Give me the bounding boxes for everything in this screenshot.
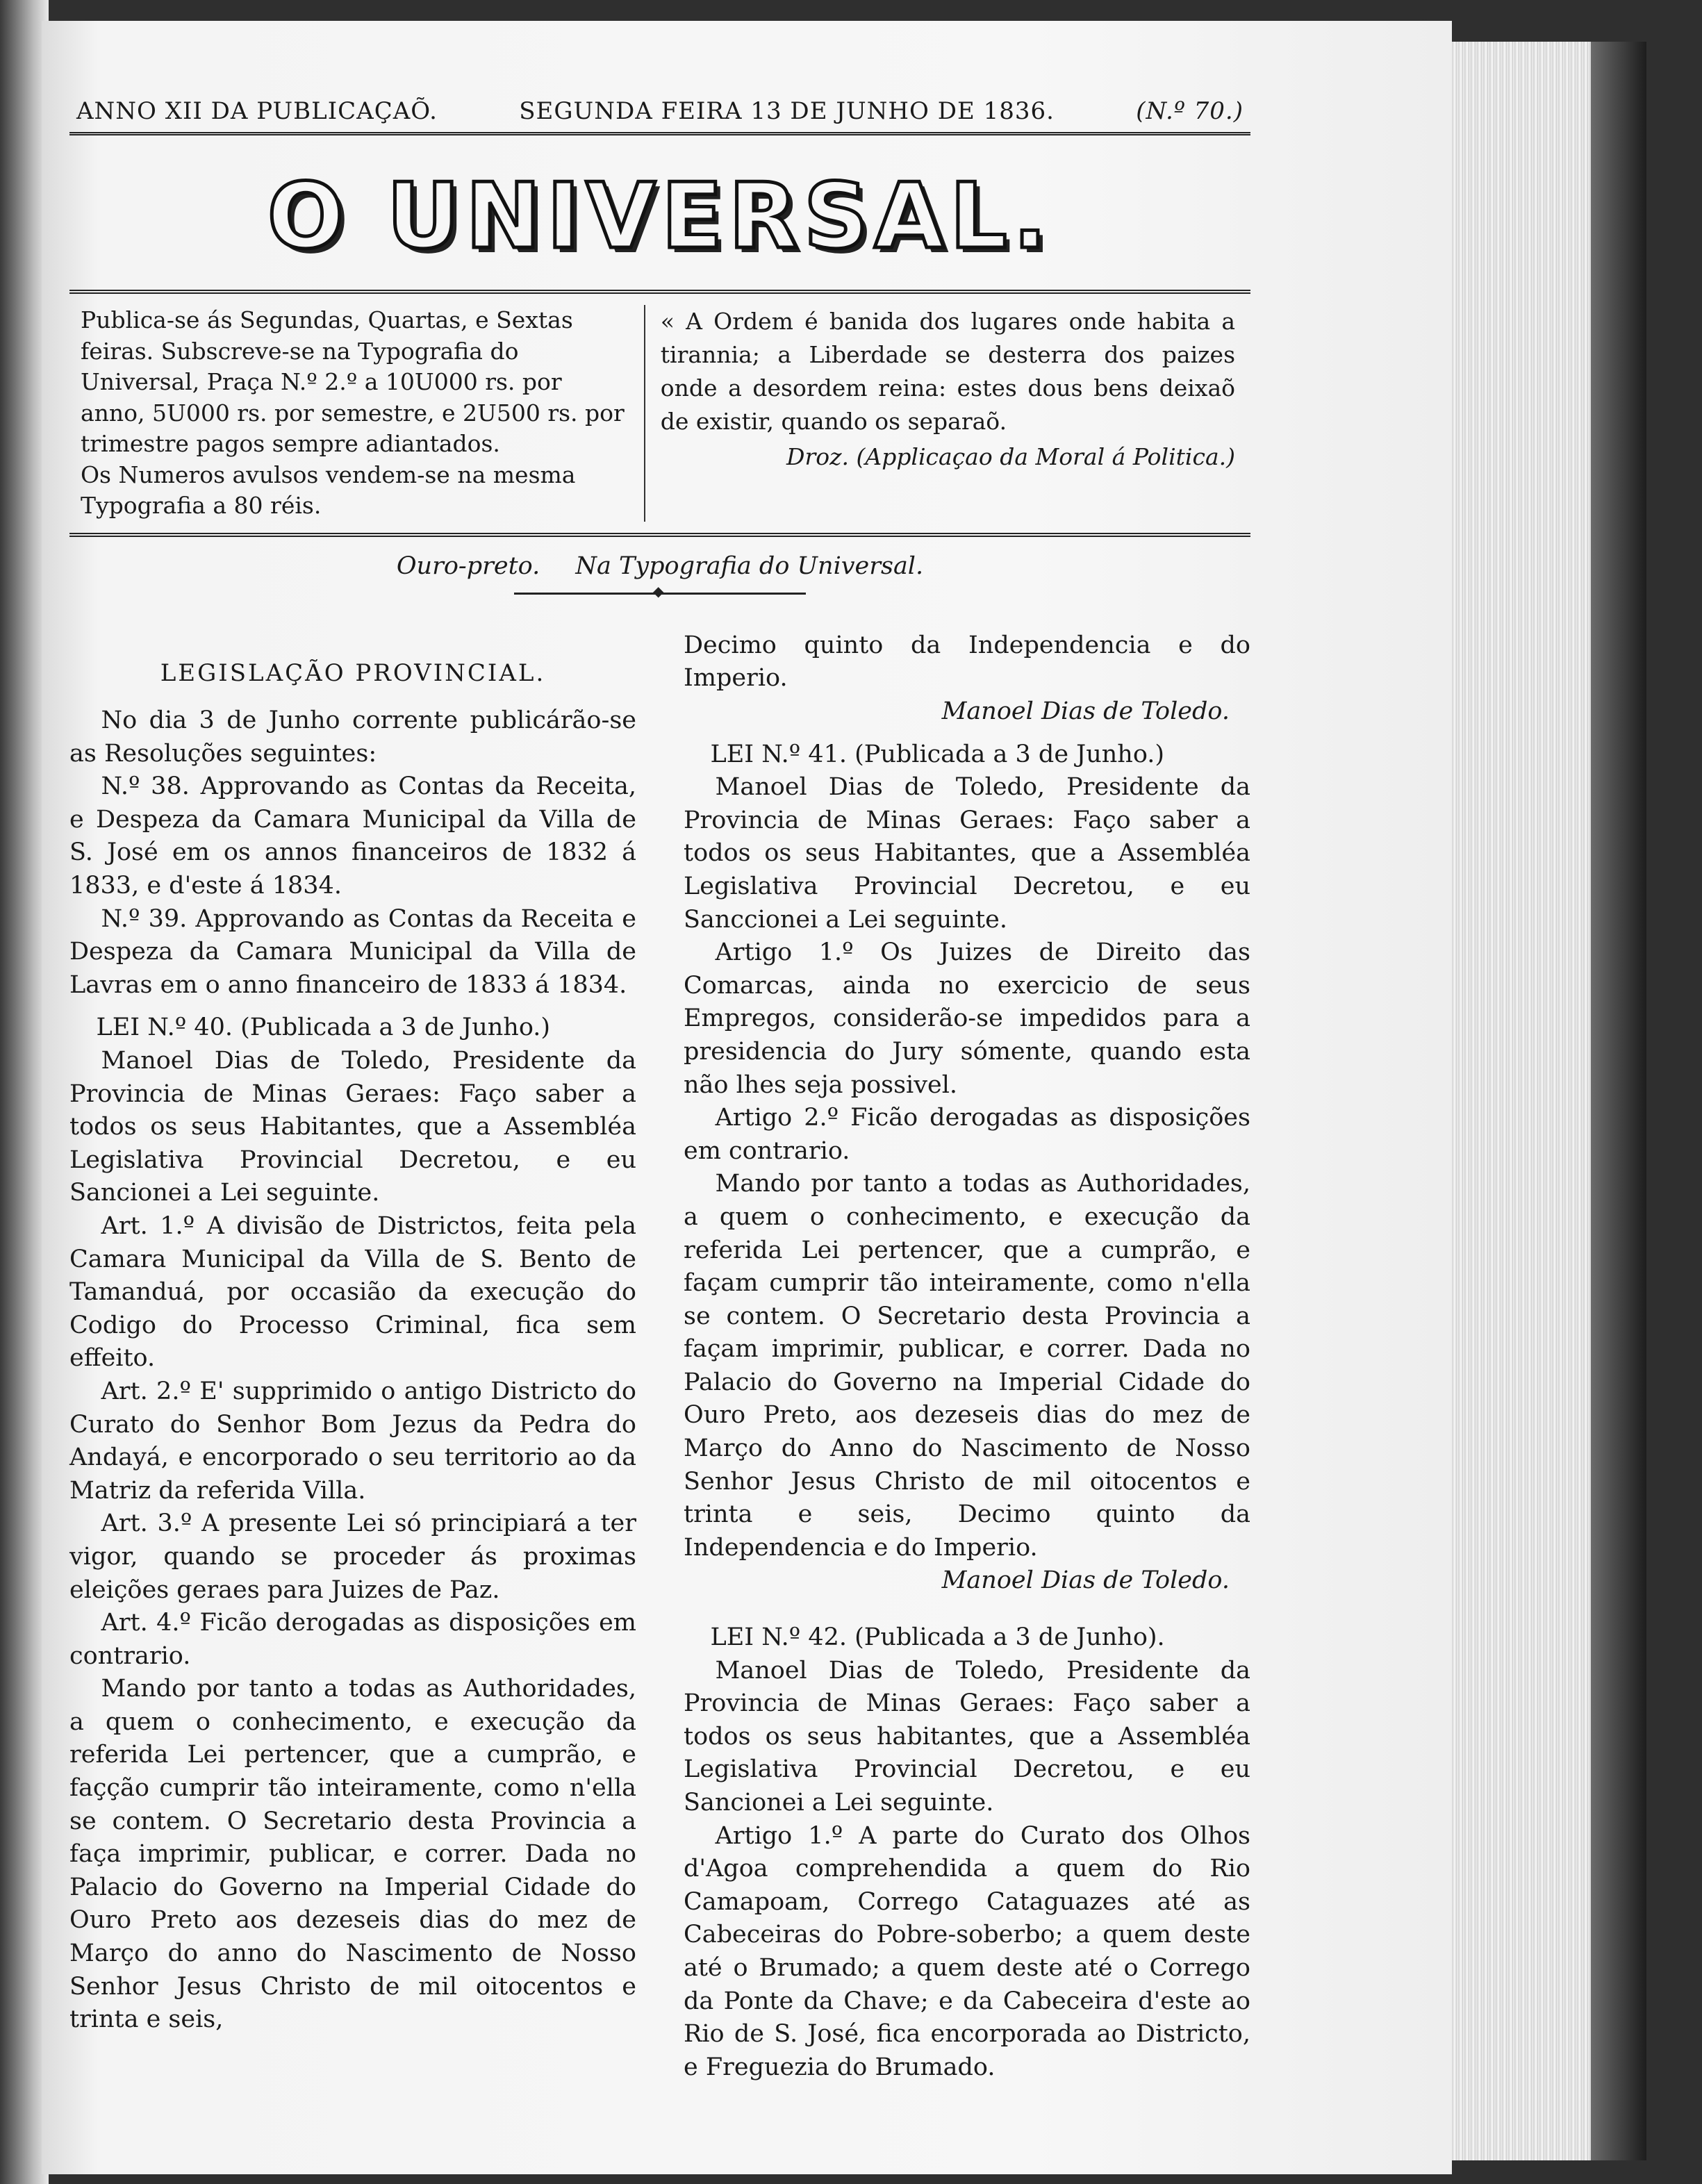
columns xyxy=(69,629,1250,2085)
section-heading: LEGISLAÇÃO PROVINCIAL. xyxy=(160,659,546,687)
epigraph-attribution: Droz. (Applicaçao da Moral á Politica.) xyxy=(786,443,1235,471)
paragraph: N.º 39. Approvando as Contas da Receita e Despeza da Camara Municipal da Villa de Lavras em o anno financeiro de 1833 á 1834. xyxy=(69,904,636,999)
publication-year: ANNO XII DA PUBLICAÇAÕ. xyxy=(76,97,438,125)
title-area xyxy=(69,135,1250,294)
law-title: LEI N.º 40. (Publicada a 3 de Junho.) xyxy=(96,1014,551,1042)
right-page-edges xyxy=(1438,42,1591,2160)
right-column xyxy=(684,629,1250,2085)
paragraph: Art. 4.º Ficão derogadas as disposições em contrario. xyxy=(69,1609,636,1670)
paragraph: Manoel Dias de Toledo, Presidente da Provincia de Minas Geraes: Faço saber a todos os seus Habitantes, que a Assembléa Legislativa Provincial Decretou, e eu Sancionei a Lei seguinte. xyxy=(69,1047,636,1207)
newspaper-title: O UNIVERSAL. xyxy=(267,163,1053,269)
left-column xyxy=(69,629,636,2085)
signature: Manoel Dias de Toledo. xyxy=(941,697,1230,726)
book-binding-shadow xyxy=(1591,42,1646,2160)
paragraph: Artigo 1.º A parte do Curato dos Olhos d'Agoa comprehendida a quem do Rio Camapoam, Corrego Cataguazes até as Cabeceiras do Pobre-soberbo; a quem deste até o Brumado; a quem deste até o Corrego da Ponte da Chave; e da Cabeceira d'este ao Rio de S. José, fica encorporada ao Districto, e Freguezia do Brumado. xyxy=(684,1821,1250,2081)
imprint-city: Ouro-preto. xyxy=(396,552,540,580)
paragraph: Art. 1.º A divisão de Districtos, feita pela Camara Municipal da Villa de S. Bento de Tamanduá, por occasião da execução do Codigo do Processo Criminal, fica sem effeito. xyxy=(69,1211,636,1373)
single-issue-text: Os Numeros avulsos vendem-se na mesma Typografia a 80 réis. xyxy=(81,461,576,520)
paragraph: No dia 3 de Junho corrente publicárão-se as Resoluções seguintes: xyxy=(69,706,636,768)
newspaper-page xyxy=(42,21,1452,2174)
masthead xyxy=(69,97,1250,135)
paragraph: Mando por tanto a todas as Authoridades, a quem o conhecimento, e execução da referida Lei pertencer, que a cumprão, e façam cumprir tão inteiramente, como n'ella se contem. O Secretario desta Provincia a façam imprimir, publicar, e correr. Dada no Palacio do Governo na Imperial Cidade do Ouro Preto, aos dezeseis dias do mez de Março do Anno do Nascimento de Nosso Senhor Jesus Christo de mil oitocentos e trinta e seis, Decimo quinto da Independencia e do Imperio. xyxy=(684,1170,1250,1562)
subscription-text: Publica-se ás Segundas, Quartas, e Sextas feiras. Subscreve-se na Typografia do Universal, Praça N.º 2.º a 10U000 rs. por anno, 5U000 rs. por semestre, e 2U500 rs. por trimestre pagos sempre adiantados. xyxy=(81,306,625,458)
issue-date: SEGUNDA FEIRA 13 DE JUNHO DE 1836. xyxy=(519,97,1055,125)
epigraph-quote: « A Ordem é banida dos lugares onde habita a tirannia; a Liberdade se desterra dos paizes onde a desordem reina: estes dous bens deixaõ de existir, quando os separaõ. xyxy=(660,308,1235,435)
subscription-info xyxy=(69,305,645,522)
paragraph: Mando por tanto a todas as Authoridades, a quem o conhecimento, e execução da referida Lei pertencer, que a cumprão, e façção cumprir tão inteiramente, como n'ella se contem. O Secretario desta Provincia a faça imprimir, publicar, e correr. Dada no Palacio do Governo na Imperial Cidade do Ouro Preto aos dezeseis dias do mez de Março do anno do Nascimento de Nosso Senhor Jesus Christo de mil oitocentos e trinta e seis, xyxy=(69,1675,636,2034)
paragraph: Art. 2.º E' supprimido o antigo Districto do Curato do Senhor Bom Jezus da Pedra do Andayá, e encorporado o seu territorio ao da Matriz da referida Villa. xyxy=(69,1377,636,1505)
paragraph: Artigo 1.º Os Juizes de Direito das Comarcas, ainda no exercicio de seus Empregos, considerão-se impedidos para a presidencia do Jury sómente, quando esta não lhes seja possivel. xyxy=(684,938,1250,1099)
law-title: LEI N.º 41. (Publicada a 3 de Junho.) xyxy=(710,740,1165,768)
paragraph: Manoel Dias de Toledo, Presidente da Provincia de Minas Geraes: Faço saber a todos os seus Habitantes, que a Assembléa Legislativa Provincial Decretou, e eu Sanccionei a Lei seguinte. xyxy=(684,773,1250,934)
paragraph: N.º 38. Approvando as Contas da Receita, e Despeza da Camara Municipal da Villa de S. José em os annos financeiros de 1832 á 1833, e d'este á 1834. xyxy=(69,772,636,900)
paragraph: Manoel Dias de Toledo, Presidente da Provincia de Minas Geraes: Faço saber a todos os seus habitantes, que a Assembléa Legislativa Provincial Decretou, e eu Sancionei a Lei seguinte. xyxy=(684,1656,1250,1817)
paragraph: Art. 3.º A presente Lei só principiará a ter vigor, quando se proceder ás proximas eleições geraes para Juizes de Paz. xyxy=(69,1509,636,1604)
issue-number: (N.º 70.) xyxy=(1136,97,1244,125)
page-content xyxy=(69,97,1250,2084)
paragraph: Artigo 2.º Ficão derogadas as disposições em contrario. xyxy=(684,1104,1250,1165)
info-row xyxy=(69,294,1250,537)
signature: Manoel Dias de Toledo. xyxy=(941,1566,1230,1595)
imprint-press: Na Typografia do Universal. xyxy=(575,552,924,580)
ornamental-rule xyxy=(514,593,806,595)
law-title: LEI N.º 42. (Publicada a 3 de Junho). xyxy=(710,1623,1165,1652)
continuation-line: Decimo quinto da Independencia e do Imperio. xyxy=(684,631,1250,693)
epigraph xyxy=(645,305,1250,522)
